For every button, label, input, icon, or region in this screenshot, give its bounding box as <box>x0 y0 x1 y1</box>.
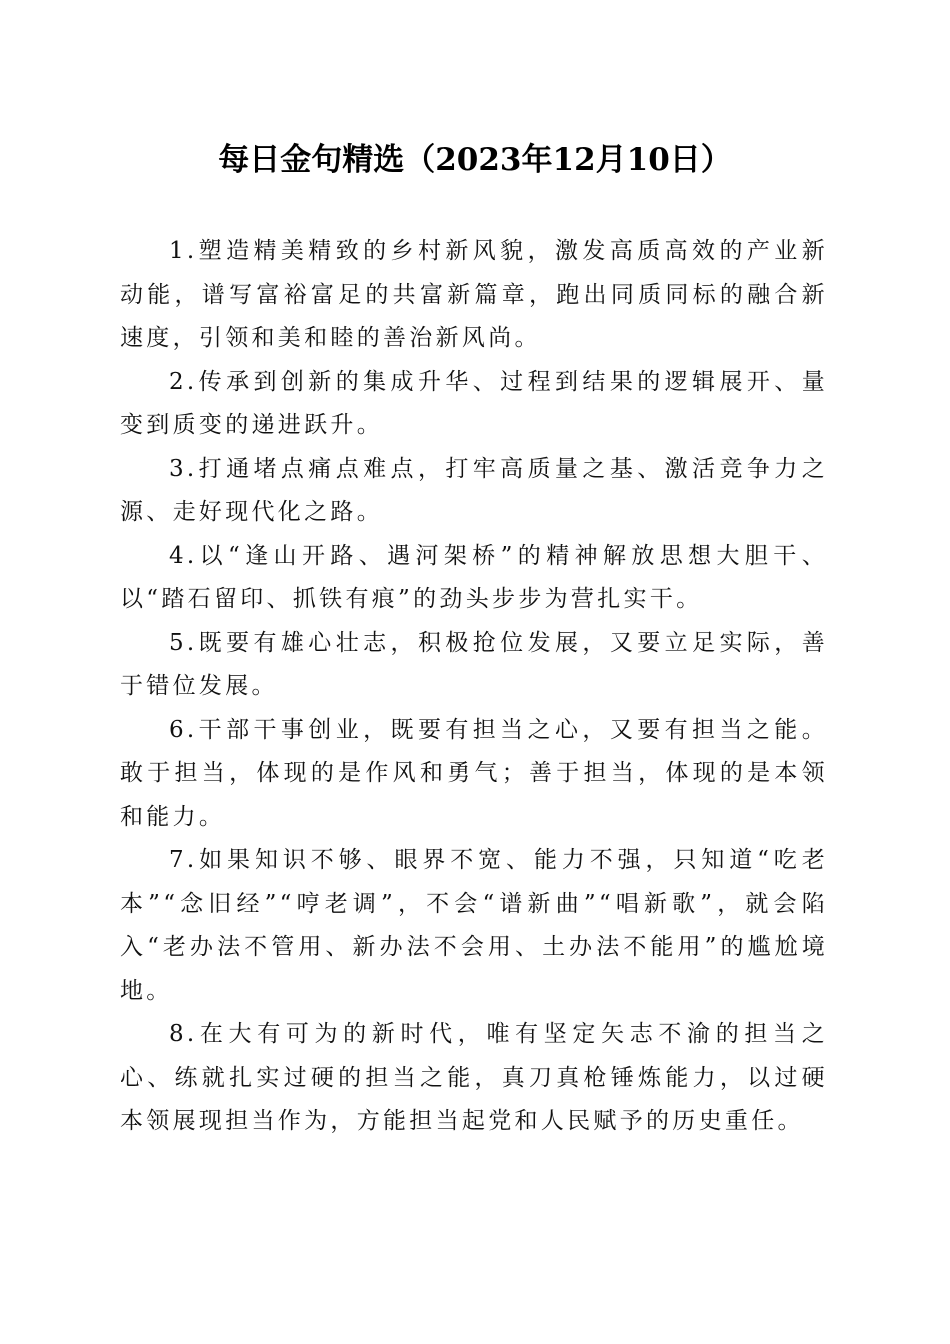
quote-paragraph-3: 3.打通堵点痛点难点，打牢高质量之基、激活竞争力之源、走好现代化之路。 <box>120 455 828 525</box>
quote-paragraph-5: 5.既要有雄心壮志，积极抢位发展，又要立足实际，善于错位发展。 <box>120 629 828 699</box>
quote-paragraph-4: 4.以“逢山开路、遇河架桥”的精神解放思想大胆干、以“踏石留印、抓铁有痕”的劲头步步为营扎实干。 <box>120 542 828 612</box>
quote-paragraph-2: 2.传承到创新的集成升华、过程到结果的逻辑展开、量变到质变的递进跃升。 <box>120 368 828 438</box>
document-title: 每日金句精选（2023年12月10日） <box>218 142 732 178</box>
quote-paragraph-1: 1.塑造精美精致的乡村新风貌，激发高质高效的产业新动能，谱写富裕富足的共富新篇章，跑出同质同标的融合新速度，引领和美和睦的善治新风尚。 <box>120 238 828 351</box>
quote-paragraph-6: 6.干部干事创业，既要有担当之心，又要有担当之能。敢于担当，体现的是作风和勇气；善于担当，体现的是本领和能力。 <box>120 716 828 830</box>
quote-paragraph-7: 7.如果知识不够、眼界不宽、能力不强，只知道“吃老本”“念旧经”“哼老调”，不会“谱新曲”“唱新歌”，就会陷入“老办法不管用、新办法不会用、土办法不能用”的尴尬境地。 <box>120 847 828 1004</box>
document-body <box>120 230 828 1144</box>
quote-paragraph-8: 8.在大有可为的新时代，唯有坚定矢志不渝的担当之心、练就扎实过硬的担当之能，真刀真枪锤炼能力，以过硬本领展现担当作为，方能担当起党和人民赋予的历史重任。 <box>120 1021 828 1134</box>
